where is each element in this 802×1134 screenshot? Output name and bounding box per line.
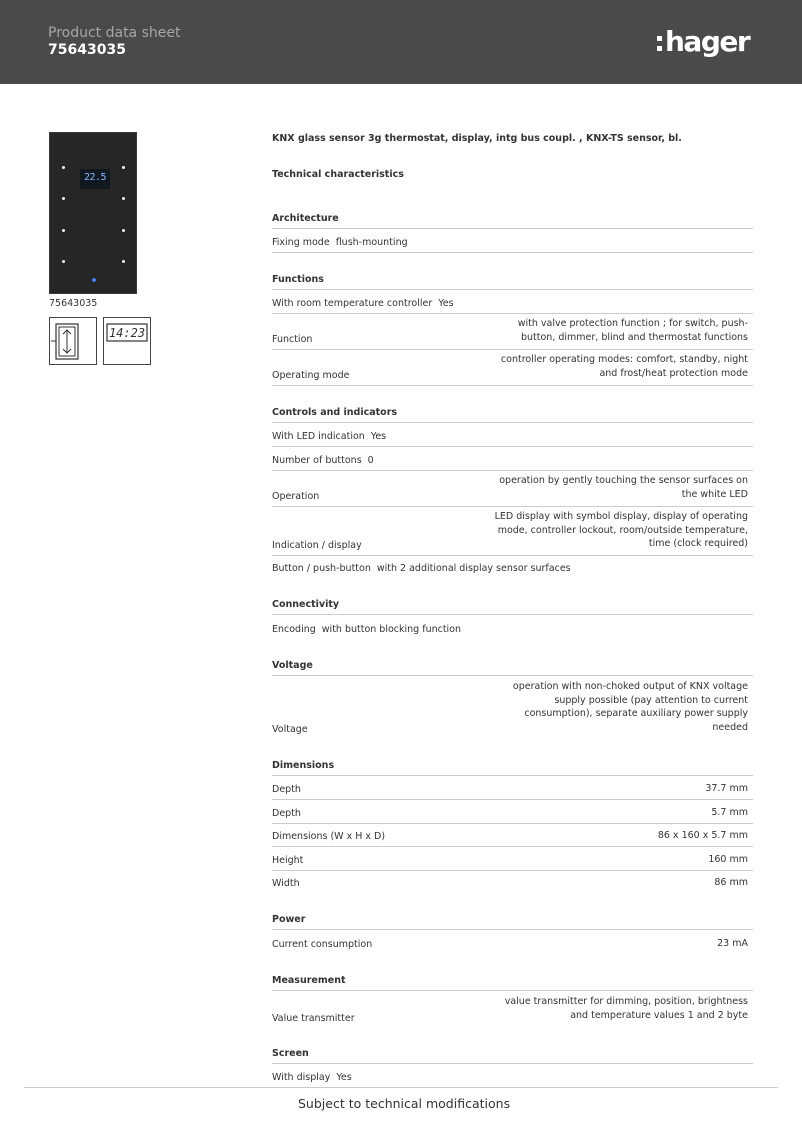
clock-display-icon <box>103 317 151 365</box>
spec-row <box>272 800 753 824</box>
spec-value: with valve protection function ; for switch, push- button, dimmer, blind and thermostat functions <box>517 318 748 343</box>
spec-value: LED display with symbol display, display of operating mode, controller lockout, room/outside temperature, time (clock required) <box>494 511 748 549</box>
spec-name: Depth <box>272 784 301 795</box>
spec-name: Indication / display <box>272 540 362 551</box>
spec-row <box>272 471 753 507</box>
status-led <box>92 278 96 282</box>
sensor-dot <box>122 229 125 232</box>
flush-mount-icon <box>49 317 97 365</box>
section-voltage: Voltage <box>272 660 753 676</box>
spec-row <box>272 447 753 471</box>
product-code: 75643035 <box>48 42 126 58</box>
sensor-dot <box>62 260 65 263</box>
spec-row <box>272 230 753 253</box>
spec-value: with button blocking function <box>321 624 462 635</box>
section-controls-and-indicators: Controls and indicators <box>272 407 753 423</box>
spec-value: 37.7 mm <box>705 782 748 794</box>
section-dimensions: Dimensions <box>272 760 753 776</box>
footer-divider <box>24 1087 778 1088</box>
sheet-label: Product data sheet <box>48 25 181 41</box>
spec-row <box>272 424 753 447</box>
spec-name: With LED indication <box>272 431 365 442</box>
spec-row <box>272 556 753 578</box>
page-header <box>0 0 802 84</box>
spec-name: Function <box>272 334 313 345</box>
spec-row <box>272 291 753 314</box>
spec-value: 86 mm <box>714 876 748 888</box>
product-image <box>49 132 137 294</box>
section-screen: Screen <box>272 1048 753 1064</box>
spec-name: Button / push-button <box>272 563 371 574</box>
spec-name: Operating mode <box>272 370 350 381</box>
spec-value: 23 mA <box>717 937 748 949</box>
spec-value: flush-mounting <box>335 237 408 248</box>
spec-value: value transmitter for dimming, position, brightness and temperature values 1 and 2 byte <box>504 996 748 1021</box>
spec-row <box>272 507 753 556</box>
spec-value: Yes <box>438 298 454 309</box>
sensor-dot <box>122 197 125 200</box>
product-caption: 75643035 <box>49 298 98 309</box>
spec-value: operation with non-choked output of KNX voltage supply possible (pay attention to current consumption), separate auxiliary power supply needed <box>512 681 748 733</box>
spec-name: With room temperature controller <box>272 298 433 309</box>
spec-row <box>272 677 753 739</box>
spec-name: Width <box>272 878 300 889</box>
spec-name: Number of buttons <box>272 455 362 466</box>
spec-row <box>272 871 753 893</box>
spec-row <box>272 847 753 871</box>
spec-row <box>272 824 753 847</box>
spec-row <box>272 616 753 639</box>
spec-value: 0 <box>367 455 374 466</box>
spec-value: 160 mm <box>708 853 748 865</box>
section-measurement: Measurement <box>272 975 753 991</box>
spec-value: controller operating modes: comfort, standby, night and frost/heat protection mode <box>500 354 748 379</box>
section-architecture: Architecture <box>272 213 753 229</box>
spec-value: 86 x 160 x 5.7 mm <box>657 829 748 841</box>
clock-display-text: 14:23 <box>108 326 146 340</box>
logo-wordmark: hager <box>665 25 750 58</box>
section-functions: Functions <box>272 274 753 290</box>
spec-name: Depth <box>272 808 301 819</box>
section-connectivity: Connectivity <box>272 599 753 615</box>
spec-row <box>272 992 753 1028</box>
spec-row <box>272 314 753 350</box>
spec-value: 5.7 mm <box>711 806 748 818</box>
product-title: KNX glass sensor 3g thermostat, display, intg bus coupl. , KNX-TS sensor, bl. <box>272 133 682 144</box>
footer-note: Subject to technical modifications <box>298 1096 511 1111</box>
logo-dots-icon <box>657 36 662 51</box>
spec-row <box>272 350 753 386</box>
spec-row <box>272 931 753 954</box>
spec-value: operation by gently touching the sensor surfaces on the white LED <box>499 475 748 500</box>
spec-name: Encoding <box>272 624 316 635</box>
hager-logo <box>657 22 749 62</box>
spec-name: Voltage <box>272 724 308 735</box>
spec-value: with 2 additional display sensor surfaces <box>376 563 571 574</box>
technical-characteristics-heading: Technical characteristics <box>272 169 404 180</box>
sensor-dot <box>122 166 125 169</box>
sensor-dot <box>122 260 125 263</box>
spec-name: Dimensions (W x H x D) <box>272 831 386 842</box>
sensor-dot <box>62 197 65 200</box>
thermostat-display <box>80 169 110 189</box>
spec-name: Current consumption <box>272 939 373 950</box>
section-power: Power <box>272 914 753 930</box>
spec-name: Fixing mode <box>272 237 330 248</box>
spec-value: Yes <box>370 431 387 442</box>
sensor-dot <box>62 229 65 232</box>
spec-row <box>272 1065 753 1087</box>
spec-value: Yes <box>336 1072 352 1083</box>
spec-name: Height <box>272 855 304 866</box>
spec-row <box>272 777 753 800</box>
display-temperature: 22.5 <box>84 172 107 183</box>
sensor-dot <box>62 166 65 169</box>
spec-name: With display <box>272 1072 331 1083</box>
spec-name: Value transmitter <box>272 1013 355 1024</box>
spec-name: Operation <box>272 491 320 502</box>
